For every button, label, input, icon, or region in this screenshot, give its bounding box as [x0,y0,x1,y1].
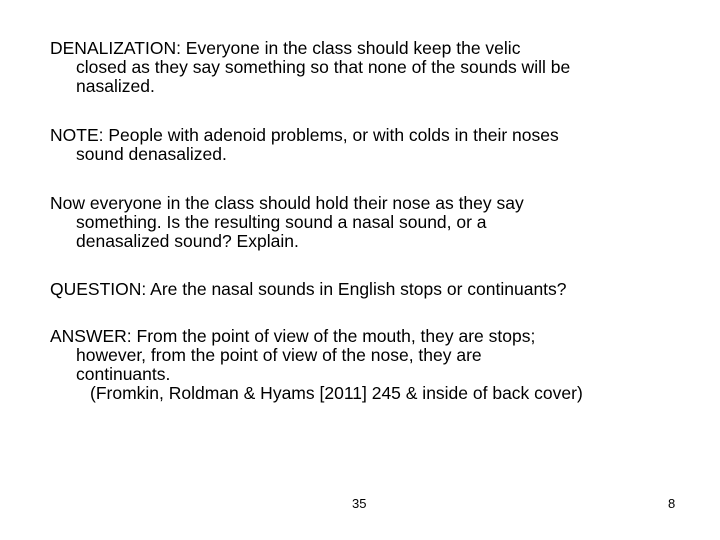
citation-line: (Fromkin, Roldman & Hyams [2011] 245 & inside of back cover) [90,383,583,403]
text-line: QUESTION: Are the nasal sounds in English stops or continuants? [50,279,567,299]
text-line: DENALIZATION: Everyone in the class should keep the velic [50,38,521,58]
text-line: nasalized. [76,76,155,96]
text-line: NOTE: People with adenoid problems, or with colds in their noses [50,125,559,145]
text-line: sound denasalized. [76,144,227,164]
page-number: 8 [668,496,676,511]
note-paragraph [50,126,700,164]
exercise-paragraph [50,194,700,251]
answer-paragraph [50,327,700,403]
slide-number: 35 [352,496,367,511]
text-line: continuants. [76,364,171,384]
text-line: denasalized sound? Explain. [76,231,299,251]
denalization-paragraph [50,39,700,96]
text-line: something. Is the resulting sound a nasal sound, or a [76,212,487,232]
text-line: ANSWER: From the point of view of the mouth, they are stops; [50,326,536,346]
question-paragraph [50,280,700,299]
text-line: closed as they say something so that none of the sounds will be [76,57,571,77]
text-line: however, from the point of view of the nose, they are [76,345,482,365]
text-line: Now everyone in the class should hold their nose as they say [50,193,524,213]
